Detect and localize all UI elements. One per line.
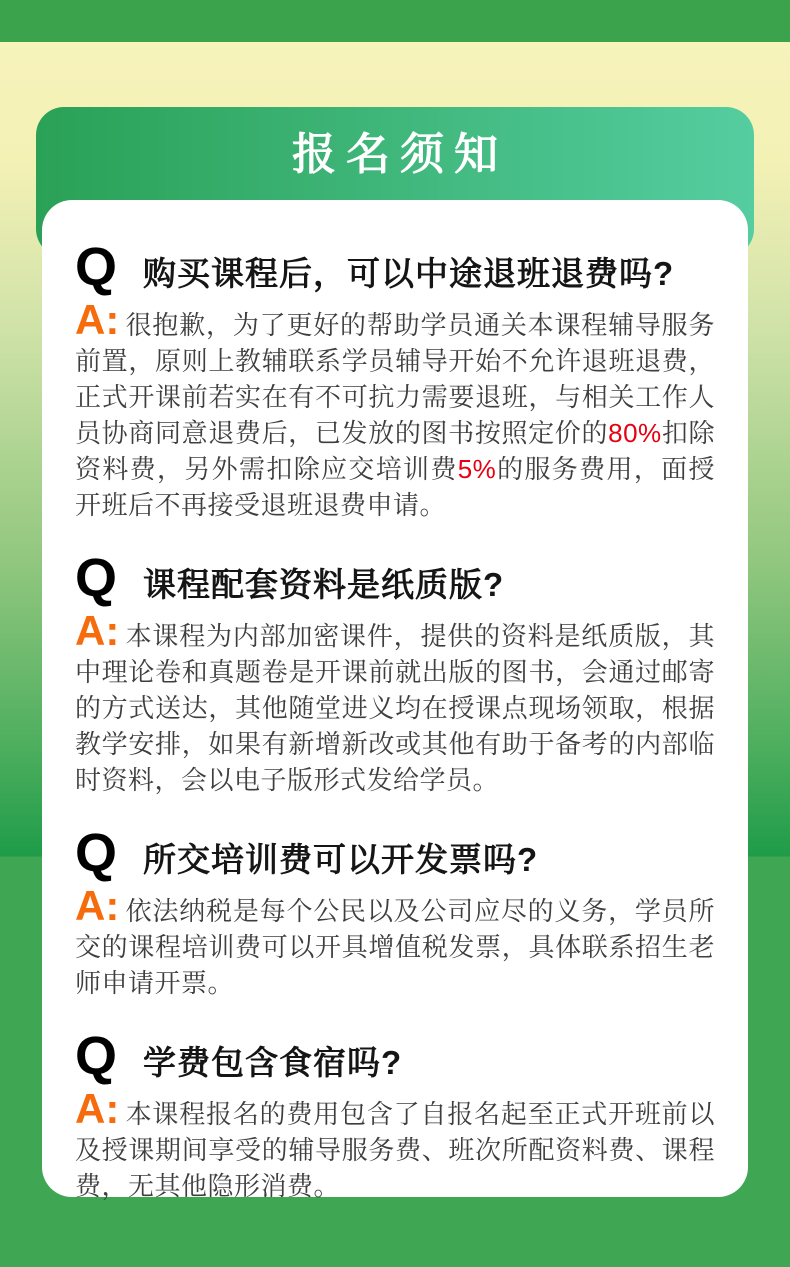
- answer-body: [75, 1099, 715, 1201]
- faq-answer-text: [75, 296, 715, 523]
- faq-question-text: 课程配套资料是纸质版?: [143, 566, 505, 603]
- faq-question-text: 购买课程后，可以中途退班退费吗?: [143, 255, 675, 292]
- faq-question-row: [75, 823, 715, 883]
- faq-answer-text: [75, 607, 715, 798]
- page-title: 报名须知: [292, 130, 508, 179]
- faq-item: [75, 237, 715, 523]
- faq-question-text: 所交培训费可以开发票吗?: [143, 841, 539, 878]
- answer-highlight: 80%: [608, 418, 662, 448]
- faq-item: [75, 548, 715, 798]
- answer-body: [75, 896, 715, 998]
- top-green-bar: [0, 0, 790, 42]
- answer-segment: 依法纳税是每个公民以及公司应尽的义务，学员所交的课程培训费可以开具增值税发票，具体联系招生老师申请开票。: [75, 896, 715, 998]
- question-label: Q: [75, 823, 118, 883]
- answer-label: A:: [75, 607, 120, 654]
- question-label: Q: [75, 237, 118, 297]
- answer-segment: 扣除资料费，另外需扣除应交培训费: [75, 418, 715, 484]
- faq-answer-text: [75, 1085, 715, 1204]
- faq-card: [42, 200, 748, 1201]
- faq-question-row: [75, 548, 715, 608]
- faq-list: [75, 237, 715, 1204]
- faq-question-text: 学费包含食宿吗?: [143, 1044, 403, 1081]
- faq-question-row: [75, 1026, 715, 1086]
- faq-answer-text: [75, 882, 715, 1001]
- question-label: Q: [75, 548, 118, 608]
- answer-segment: 的服务费用，面授开班后不再接受退班退费申请。: [75, 454, 715, 520]
- faq-question-row: [75, 237, 715, 297]
- answer-highlight: 5%: [457, 454, 497, 484]
- answer-body: [75, 310, 715, 520]
- faq-item: [75, 823, 715, 1001]
- question-label: Q: [75, 1026, 118, 1086]
- answer-body: [75, 621, 715, 795]
- faq-item: [75, 1026, 715, 1204]
- answer-label: A:: [75, 1085, 120, 1132]
- answer-label: A:: [75, 296, 120, 343]
- answer-label: A:: [75, 882, 120, 929]
- answer-segment: 很抱歉，为了更好的帮助学员通关本课程辅导服务前置，原则上教辅联系学员辅导开始不允许退班退费，正式开课前若实在有不可抗力需要退班，与相关工作人员协商同意退费后，已发放的图书按照定价的: [75, 310, 715, 448]
- answer-segment: 本课程报名的费用包含了自报名起至正式开班前以及授课期间享受的辅导服务费、班次所配资料费、课程费，无其他隐形消费。: [75, 1099, 715, 1201]
- answer-segment: 本课程为内部加密课件，提供的资料是纸质版，其中理论卷和真题卷是开课前就出版的图书，会通过邮寄的方式送达，其他随堂进义均在授课点现场领取，根据教学安排，如果有新增新改或其他有助于备考的内部临时资料，会以电子版形式发给学员。: [75, 621, 715, 795]
